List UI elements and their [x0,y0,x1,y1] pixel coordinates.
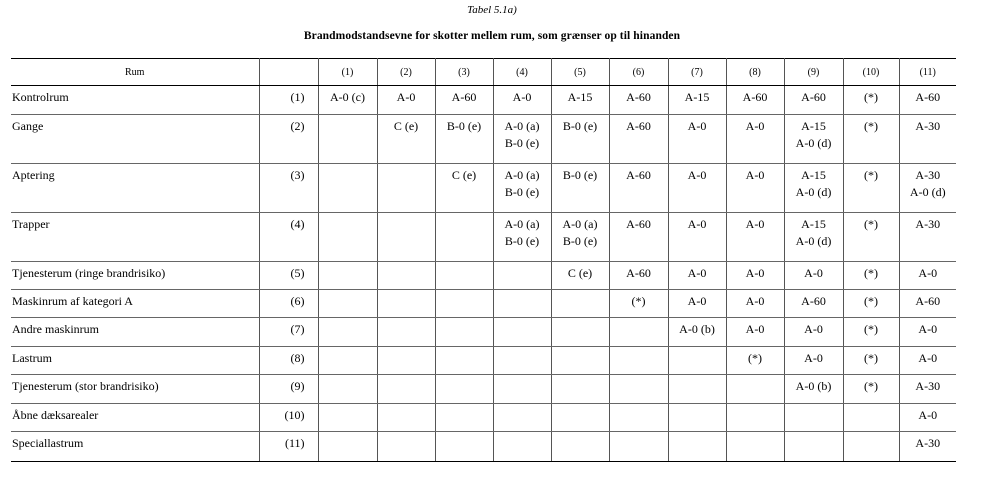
cell-value: A-60 [451,90,477,104]
cell-value: A-0 [745,217,765,231]
table-cell [318,290,377,318]
table-cell [435,164,493,213]
table-cell [843,115,899,164]
cell-value: A-15 [801,217,826,231]
table-cell [377,347,435,375]
table-cell [377,404,435,432]
table-cell [843,404,899,432]
cell-value: A-15 [801,119,826,133]
table-cell [899,262,956,290]
cell-value: A-30 [915,436,941,450]
table-cell [551,318,609,347]
table-cell [609,347,668,375]
table-cell [493,318,551,347]
header-col: (10) [843,59,899,86]
table-cell [726,432,784,462]
row-name: Aptering [11,164,259,213]
table-cell [726,262,784,290]
table-cell [784,432,843,462]
table-cell [899,404,956,432]
header-col: (3) [435,59,493,86]
table-cell [843,432,899,462]
table-cell [551,115,609,164]
cell-value: B-0 (e) [446,119,482,133]
header-col: (5) [551,59,609,86]
table-cell [784,164,843,213]
row-index: (2) [259,115,318,164]
table-cell [843,164,899,213]
table-cell [843,213,899,262]
cell-value: (*) [864,119,878,133]
cell-value: A-60 [742,90,768,104]
table-cell [609,404,668,432]
table-cell [493,115,551,164]
table-row [11,347,956,375]
table-cell [784,262,843,290]
cell-value: (*) [864,294,878,308]
table-cell [899,115,956,164]
row-name: Tjenesterum (stor brandrisiko) [11,375,259,404]
table-cell [609,115,668,164]
table-cell [377,375,435,404]
cell-value: B-0 (e) [562,168,598,182]
cell-value: A-0 (a) [504,217,540,231]
table-cell [551,164,609,213]
cell-value: A-0 [918,266,938,280]
table-cell [318,404,377,432]
row-name: Kontrolrum [11,86,259,115]
table-cell [551,86,609,115]
row-index: (11) [259,432,318,462]
table-cell [726,290,784,318]
table-row [11,375,956,404]
table-cell [493,375,551,404]
header-col: (7) [668,59,726,86]
row-name: Maskinrum af kategori A [11,290,259,318]
table-cell [435,404,493,432]
table-cell [843,375,899,404]
table-caption: Tabel 5.1a) [467,4,517,16]
header-col: (1) [318,59,377,86]
table-cell [668,290,726,318]
table-cell [784,347,843,375]
cell-value: A-0 [512,90,532,104]
table-cell [609,262,668,290]
table-cell [493,213,551,262]
cell-value: A-0 (c) [330,90,365,104]
table-cell [435,213,493,262]
table-cell [668,375,726,404]
cell-value: A-0 [687,266,707,280]
table-cell [784,375,843,404]
table-row [11,432,956,462]
cell-value: A-0 [687,217,707,231]
row-index: (10) [259,404,318,432]
table-cell [609,375,668,404]
cell-value: A-0 [396,90,416,104]
cell-value: A-30 [915,379,941,393]
table-cell [784,115,843,164]
cell-value: (*) [864,351,878,365]
table-cell [668,432,726,462]
cell-value: B-0 (e) [504,136,540,150]
table-cell [899,213,956,262]
table-cell [435,290,493,318]
cell-value: A-60 [915,90,941,104]
table-cell [435,318,493,347]
cell-value: (*) [864,266,878,280]
table-row [11,404,956,432]
cell-value: C (e) [393,119,419,133]
table-cell [435,432,493,462]
table-cell [668,318,726,347]
cell-value: A-60 [915,294,941,308]
row-name: Tjenesterum (ringe brandrisiko) [11,262,259,290]
table-cell [551,213,609,262]
table-row [11,290,956,318]
table-cell [493,262,551,290]
table-cell [784,86,843,115]
table-cell [551,347,609,375]
table-cell [493,86,551,115]
table-cell [843,262,899,290]
table-cell [899,86,956,115]
table-cell [609,318,668,347]
table-cell [899,290,956,318]
table-cell [726,404,784,432]
header-index [259,59,318,86]
row-name: Andre maskinrum [11,318,259,347]
row-name: Gange [11,115,259,164]
table-cell [668,262,726,290]
table-cell [726,213,784,262]
header-col: (9) [784,59,843,86]
table-cell [726,86,784,115]
row-index: (8) [259,347,318,375]
cell-value: A-60 [801,90,826,104]
table-cell [551,290,609,318]
table-cell [726,375,784,404]
cell-value: A-30 [915,168,941,182]
table-cell [843,318,899,347]
cell-value: (*) [864,322,878,336]
table-row [11,164,956,213]
header-rum: Rum [11,59,259,86]
cell-value: A-0 [687,119,707,133]
table-cell [668,115,726,164]
table-cell [609,290,668,318]
cell-value: A-0 [804,266,823,280]
cell-value: C (e) [451,168,477,182]
cell-value: A-15 [567,90,593,104]
row-index: (7) [259,318,318,347]
table-title: Brandmodstandsevne for skotter mellem rum, som grænser op til hinanden [303,30,681,42]
cell-value: A-0 [687,168,707,182]
table-cell [668,404,726,432]
table-cell [318,213,377,262]
table-cell [784,404,843,432]
table-cell [377,318,435,347]
cell-value: A-30 [915,217,941,231]
cell-value: A-0 [804,322,823,336]
table-cell [726,115,784,164]
table-cell [493,347,551,375]
row-index: (4) [259,213,318,262]
table-cell [609,164,668,213]
table-cell [726,164,784,213]
table-cell [668,347,726,375]
table-cell [377,213,435,262]
table-cell [899,318,956,347]
table-cell [435,347,493,375]
cell-value: C (e) [567,266,593,280]
cell-value: B-0 (e) [562,234,598,248]
table-cell [493,164,551,213]
cell-value: (*) [864,217,878,231]
table-cell [493,290,551,318]
header-col: (11) [899,59,956,86]
header-col: (4) [493,59,551,86]
table-cell [435,262,493,290]
table-cell [435,115,493,164]
table-row [11,86,956,115]
table-cell [318,432,377,462]
cell-value: A-0 [745,168,765,182]
table-row [11,213,956,262]
table-cell [843,290,899,318]
header-col: (6) [609,59,668,86]
cell-value: B-0 (e) [504,234,540,248]
cell-value: A-0 [745,119,765,133]
table-cell [609,86,668,115]
cell-value: (*) [864,90,878,104]
table-cell [899,164,956,213]
table-cell [318,262,377,290]
row-index: (5) [259,262,318,290]
row-name: Trapper [11,213,259,262]
table-cell [318,375,377,404]
cell-value: A-0 (b) [795,379,832,393]
cell-value: A-0 (d) [795,136,832,150]
header-col: (2) [377,59,435,86]
table-cell [551,262,609,290]
table-cell [435,86,493,115]
row-name: Åbne dæksarealer [11,404,259,432]
table-row [11,318,956,347]
cell-value: (*) [748,351,762,365]
cell-value: A-0 [745,294,765,308]
row-index: (9) [259,375,318,404]
cell-value: (*) [864,168,878,182]
cell-value: A-0 [918,351,938,365]
table-cell [609,432,668,462]
table-cell [377,164,435,213]
table-cell [899,432,956,462]
table-cell [377,290,435,318]
table-cell [493,404,551,432]
table-row [11,262,956,290]
cell-value: A-0 [745,322,765,336]
table-cell [318,164,377,213]
table-cell [377,115,435,164]
table-cell [493,432,551,462]
cell-value: A-0 [804,351,823,365]
table-cell [843,86,899,115]
cell-value: A-0 [745,266,765,280]
cell-value: A-15 [801,168,826,182]
cell-value: A-0 (b) [679,322,715,336]
table-cell [784,290,843,318]
cell-value: A-0 (a) [504,168,540,182]
cell-value: (*) [631,294,646,308]
cell-value: A-0 (d) [795,185,832,199]
table-cell [318,347,377,375]
table-cell [726,347,784,375]
table-cell [377,262,435,290]
cell-value: A-15 [684,90,710,104]
row-index: (3) [259,164,318,213]
row-name: Lastrum [11,347,259,375]
table-cell [726,318,784,347]
cell-value: A-60 [626,168,651,182]
table-cell [843,347,899,375]
cell-value: B-0 (e) [562,119,598,133]
cell-value: A-60 [626,217,651,231]
table-cell [318,318,377,347]
cell-value: A-60 [626,90,651,104]
table-cell [668,213,726,262]
cell-value: B-0 (e) [504,185,540,199]
cell-value: A-30 [915,119,941,133]
fire-resistance-table [11,58,956,462]
cell-value: A-60 [626,119,651,133]
table-cell [551,375,609,404]
table-cell [551,432,609,462]
table-cell [784,318,843,347]
cell-value: A-0 [918,322,938,336]
table-cell [377,86,435,115]
cell-value: A-60 [626,266,651,280]
row-index: (6) [259,290,318,318]
table-cell [668,164,726,213]
table-cell [609,213,668,262]
cell-value: A-0 (d) [795,234,832,248]
row-index: (1) [259,86,318,115]
table-cell [899,375,956,404]
table-cell [377,432,435,462]
table-cell [551,404,609,432]
cell-value: A-0 (d) [909,185,946,199]
table-cell [784,213,843,262]
header-col: (8) [726,59,784,86]
header-row [11,59,956,86]
cell-value: (*) [864,379,878,393]
table-cell [435,375,493,404]
table-cell [668,86,726,115]
cell-value: A-0 [918,408,938,422]
cell-value: A-60 [801,294,826,308]
table-cell [318,115,377,164]
table-cell [899,347,956,375]
table-row [11,115,956,164]
table-cell [318,86,377,115]
row-name: Speciallastrum [11,432,259,462]
cell-value: A-0 (a) [504,119,540,133]
cell-value: A-0 (a) [562,217,598,231]
cell-value: A-0 [687,294,707,308]
